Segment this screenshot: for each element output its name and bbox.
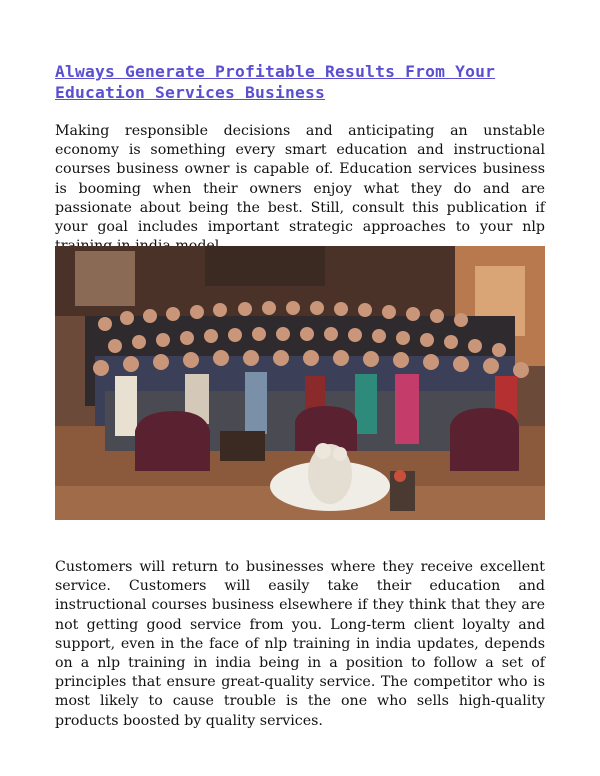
document-title[interactable]: Always Generate Profitable Results From Your Education Services Business [55,62,496,102]
service-paragraph: Customers will return to businesses where they receive excellent service. Customers will easily take their education and instructional courses business elsewhere if they think that they are not getting good service from you. Long-term client loyalty and support, even in the face of nlp training in india updates, depends on a nlp training in india being in a position to follow a set of principles that ensure great-quality service. The competitor who is most likely to cause trouble is the one who sells high-quality products boosted by quality services. [55,559,545,729]
group-photo [55,246,545,520]
intro-paragraph: Making responsible decisions and anticipating an unstable economy is something every smart education and instructional courses business owner is capable of. Education services business is booming when their owners enjoy what they do and are passionate about being the best. Still, consult this publication if your goal includes important strategic approaches to your nlp [55,123,545,236]
